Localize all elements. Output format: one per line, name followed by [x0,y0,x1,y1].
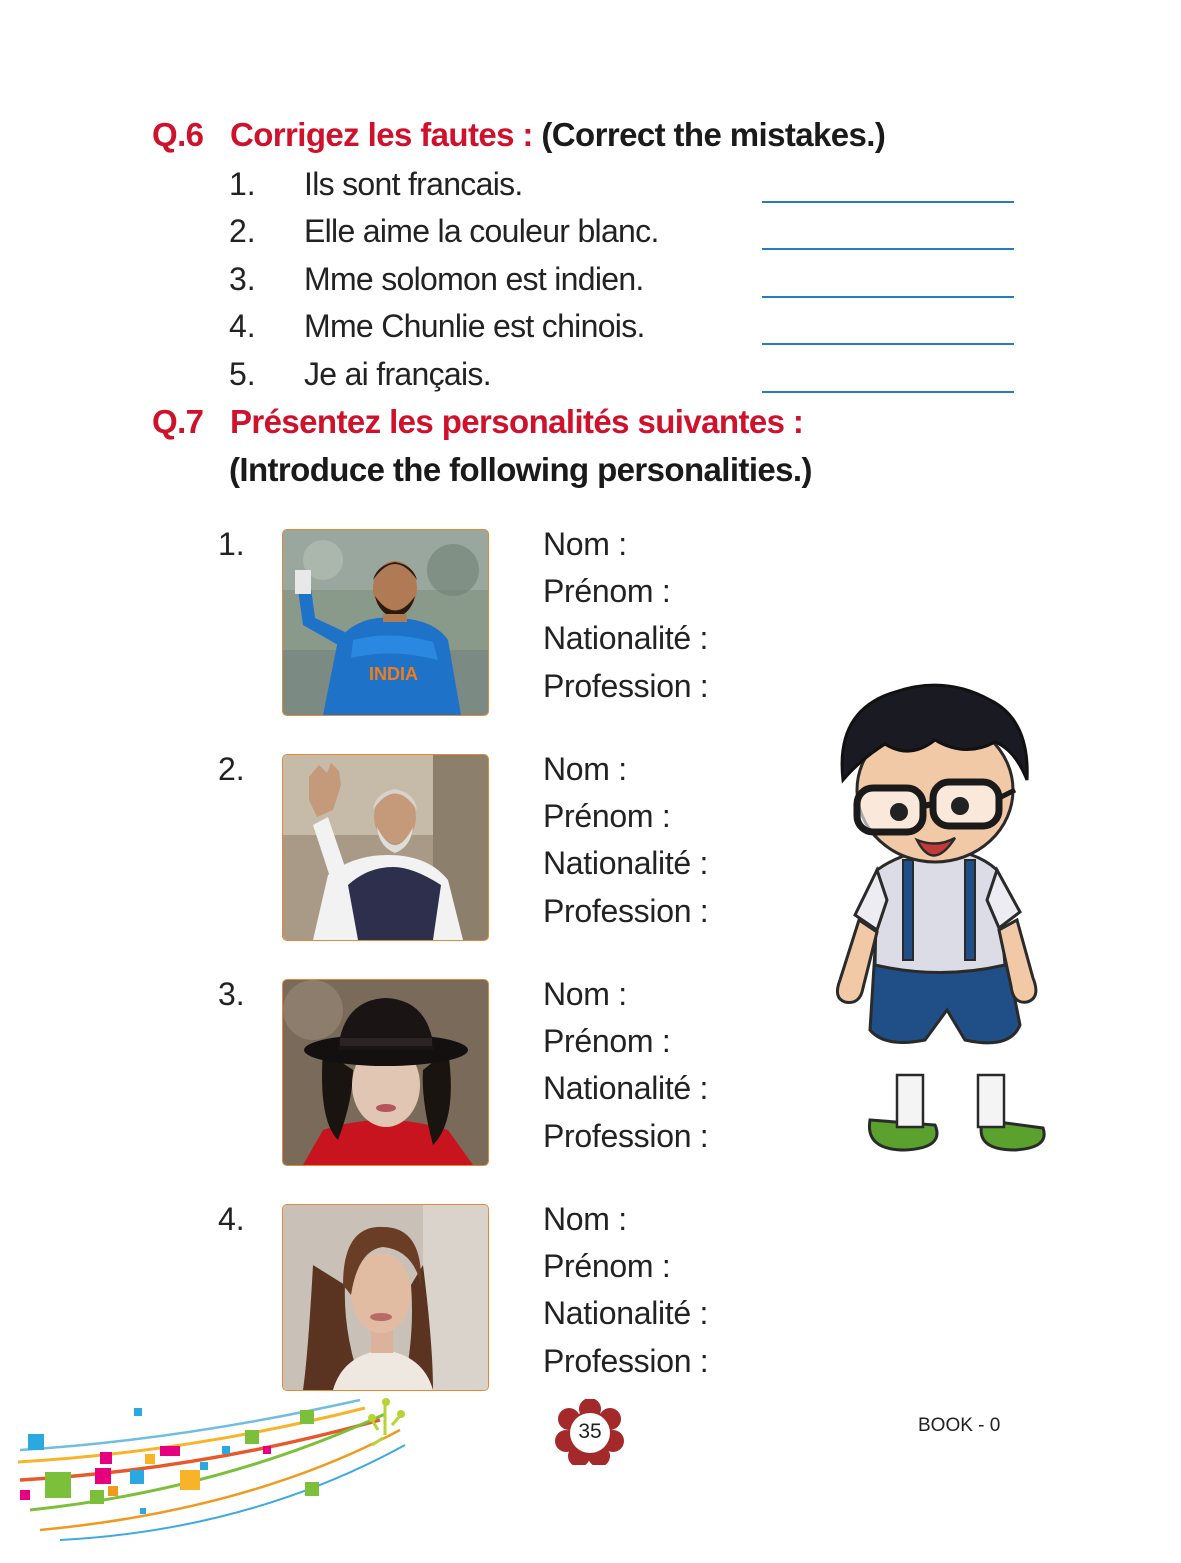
q7-entry-2-number: 2. [218,751,245,787]
q7-title-en: (Introduce the following personalities.) [229,451,812,488]
personality-photo-4 [282,1204,489,1391]
page-number: 35 [578,1420,602,1443]
q7-entry-1-profession: Profession : [543,668,709,704]
q7-entry-4-number: 4. [218,1201,245,1237]
q7-entry-4-profession: Profession : [543,1343,709,1379]
personality-photo-3 [282,979,489,1166]
q7-number: Q.7 [152,403,204,440]
q7-entry-4-prenom: Prénom : [543,1248,671,1284]
q7-entry-2-prenom: Prénom : [543,798,671,834]
q6-title-fr: Corrigez les fautes : [230,116,533,153]
personality-photo-2 [282,754,489,941]
q7-entry-2-nom: Nom : [543,751,627,787]
q7-entry-1-nationalite: Nationalité : [543,620,709,656]
q6-item-1-number: 1. [229,166,256,202]
jersey-text: INDIA [369,664,418,684]
q7-entry-1-nom: Nom : [543,526,627,562]
q7-entry-1-number: 1. [218,526,245,562]
page-number-badge [555,1399,625,1465]
q7-entry-4-nom: Nom : [543,1201,627,1237]
q7-heading [152,403,803,441]
q7-entry-3-number: 3. [218,976,245,1012]
q6-answer-line-3[interactable] [762,296,1014,298]
decorative-corner-graphic [0,1390,430,1563]
q7-title-fr: Présentez les personalités suivantes : [230,403,804,440]
q6-item-1-text: Ils sont francais. [304,166,523,202]
q6-item-4-number: 4. [229,308,256,344]
q7-entry-2-nationalite: Nationalité : [543,845,709,881]
q6-answer-line-4[interactable] [762,343,1014,345]
q6-item-2-text: Elle aime la couleur blanc. [304,213,659,249]
q6-item-5-number: 5. [229,356,256,392]
q6-item-2-number: 2. [229,213,256,249]
q7-entry-4-nationalite: Nationalité : [543,1295,709,1331]
personality-photo-1 [282,529,489,716]
q6-heading [152,116,885,154]
q6-answer-line-1[interactable] [762,201,1014,203]
q7-entry-3-nationalite: Nationalité : [543,1070,709,1106]
q6-item-4-text: Mme Chunlie est chinois. [304,308,645,344]
q6-item-3-text: Mme solomon est indien. [304,261,644,297]
q7-entry-3-profession: Profession : [543,1118,709,1154]
q6-answer-line-5[interactable] [762,391,1014,393]
q7-entry-3-nom: Nom : [543,976,627,1012]
q7-entry-3-prenom: Prénom : [543,1023,671,1059]
q6-answer-line-2[interactable] [762,248,1014,250]
q7-entry-2-profession: Profession : [543,893,709,929]
q6-item-5-text: Je ai français. [304,356,491,392]
q6-item-3-number: 3. [229,261,256,297]
q7-entry-1-prenom: Prénom : [543,573,671,609]
book-label: BOOK - 0 [918,1415,1001,1436]
q6-number: Q.6 [152,116,204,153]
cartoon-boy-illustration [815,680,1055,1165]
q6-title-en: (Correct the mistakes.) [541,116,886,153]
